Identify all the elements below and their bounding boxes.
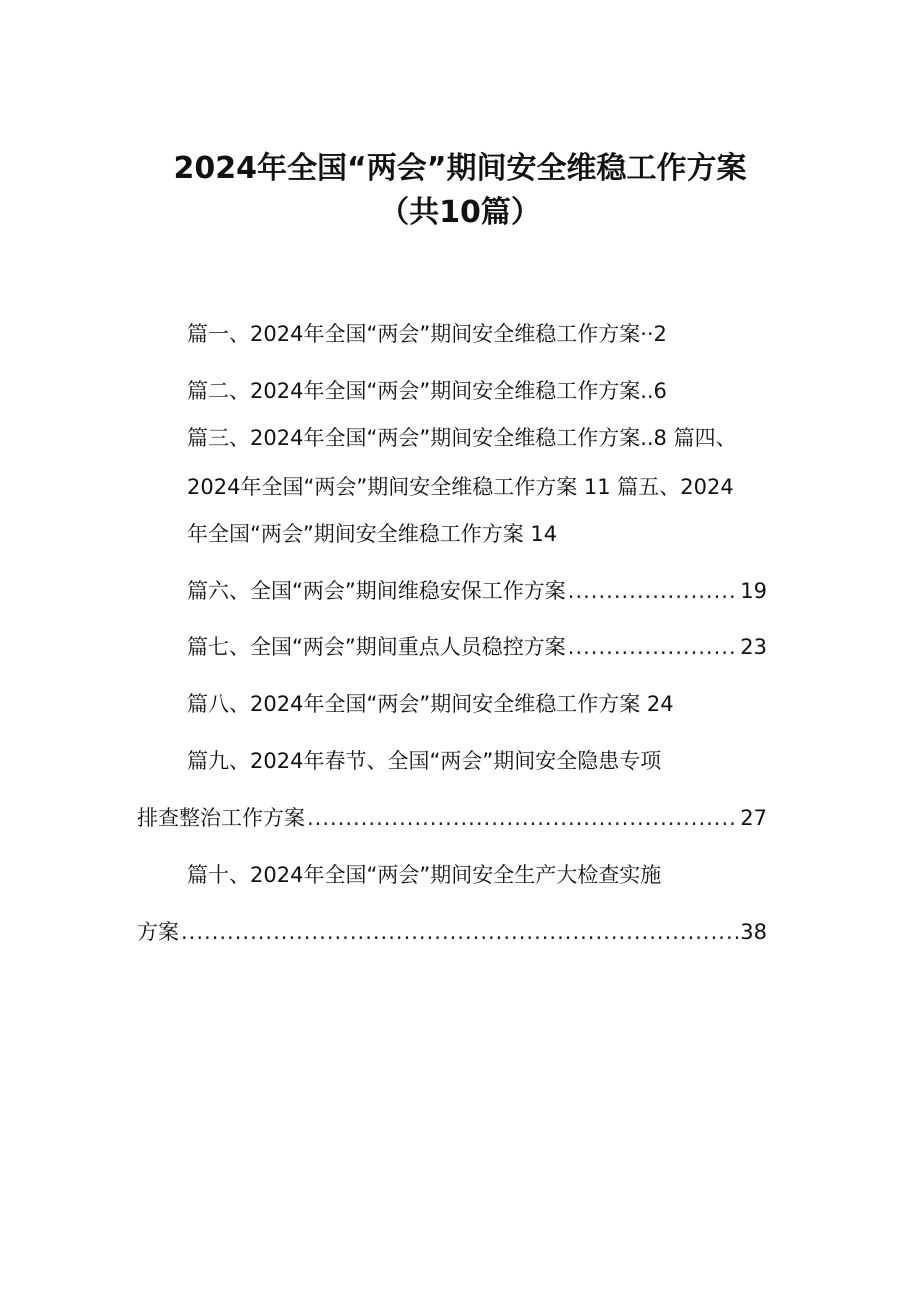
toc-entry-10[interactable] xyxy=(137,918,767,946)
toc-leader-dots xyxy=(568,577,739,605)
toc-entry-9[interactable] xyxy=(137,804,767,832)
toc-entry-9-page: 27 xyxy=(740,806,767,830)
toc-entry-6-text: 篇六、全国“两会”期间维稳安保工作方案 xyxy=(187,579,566,603)
toc-leader-dots xyxy=(307,804,738,832)
toc-entry-6-page: 19 xyxy=(740,579,767,603)
toc-entry-6[interactable] xyxy=(187,577,767,605)
toc-entry-7[interactable] xyxy=(187,633,767,661)
toc-entry-4[interactable]: 2024年全国“两会”期间安全维稳工作方案 11 篇五、2024 xyxy=(187,475,734,499)
toc-entry-5[interactable]: 年全国“两会”期间安全维稳工作方案 14 xyxy=(187,522,558,546)
toc-entry-1[interactable]: 篇一、2024年全国“两会”期间安全维稳工作方案··2 xyxy=(187,322,667,346)
document-subtitle: （共10篇） xyxy=(379,195,541,230)
toc-entry-2[interactable]: 篇二、2024年全国“两会”期间安全维稳工作方案..6 xyxy=(187,379,667,403)
toc-leader-dots xyxy=(568,633,739,661)
toc-entry-7-text: 篇七、全国“两会”期间重点人员稳控方案 xyxy=(187,635,566,659)
document-title: 2024年全国“两会”期间安全维稳工作方案 xyxy=(173,151,747,186)
toc-leader-dots xyxy=(181,918,738,946)
toc-entry-9-line1[interactable]: 篇九、2024年春节、全国“两会”期间安全隐患专项 xyxy=(187,749,662,773)
toc-entry-9-text: 排查整治工作方案 xyxy=(137,806,305,830)
toc-entry-7-page: 23 xyxy=(740,635,767,659)
toc-entry-10-text: 方案 xyxy=(137,920,179,944)
toc-entry-8[interactable]: 篇八、2024年全国“两会”期间安全维稳工作方案 24 xyxy=(187,692,674,716)
toc-entry-3[interactable]: 篇三、2024年全国“两会”期间安全维稳工作方案..8 篇四、 xyxy=(187,426,737,450)
toc-entry-10-page: 38 xyxy=(740,920,767,944)
toc-entry-10-line1[interactable]: 篇十、2024年全国“两会”期间安全生产大检查实施 xyxy=(187,863,662,887)
